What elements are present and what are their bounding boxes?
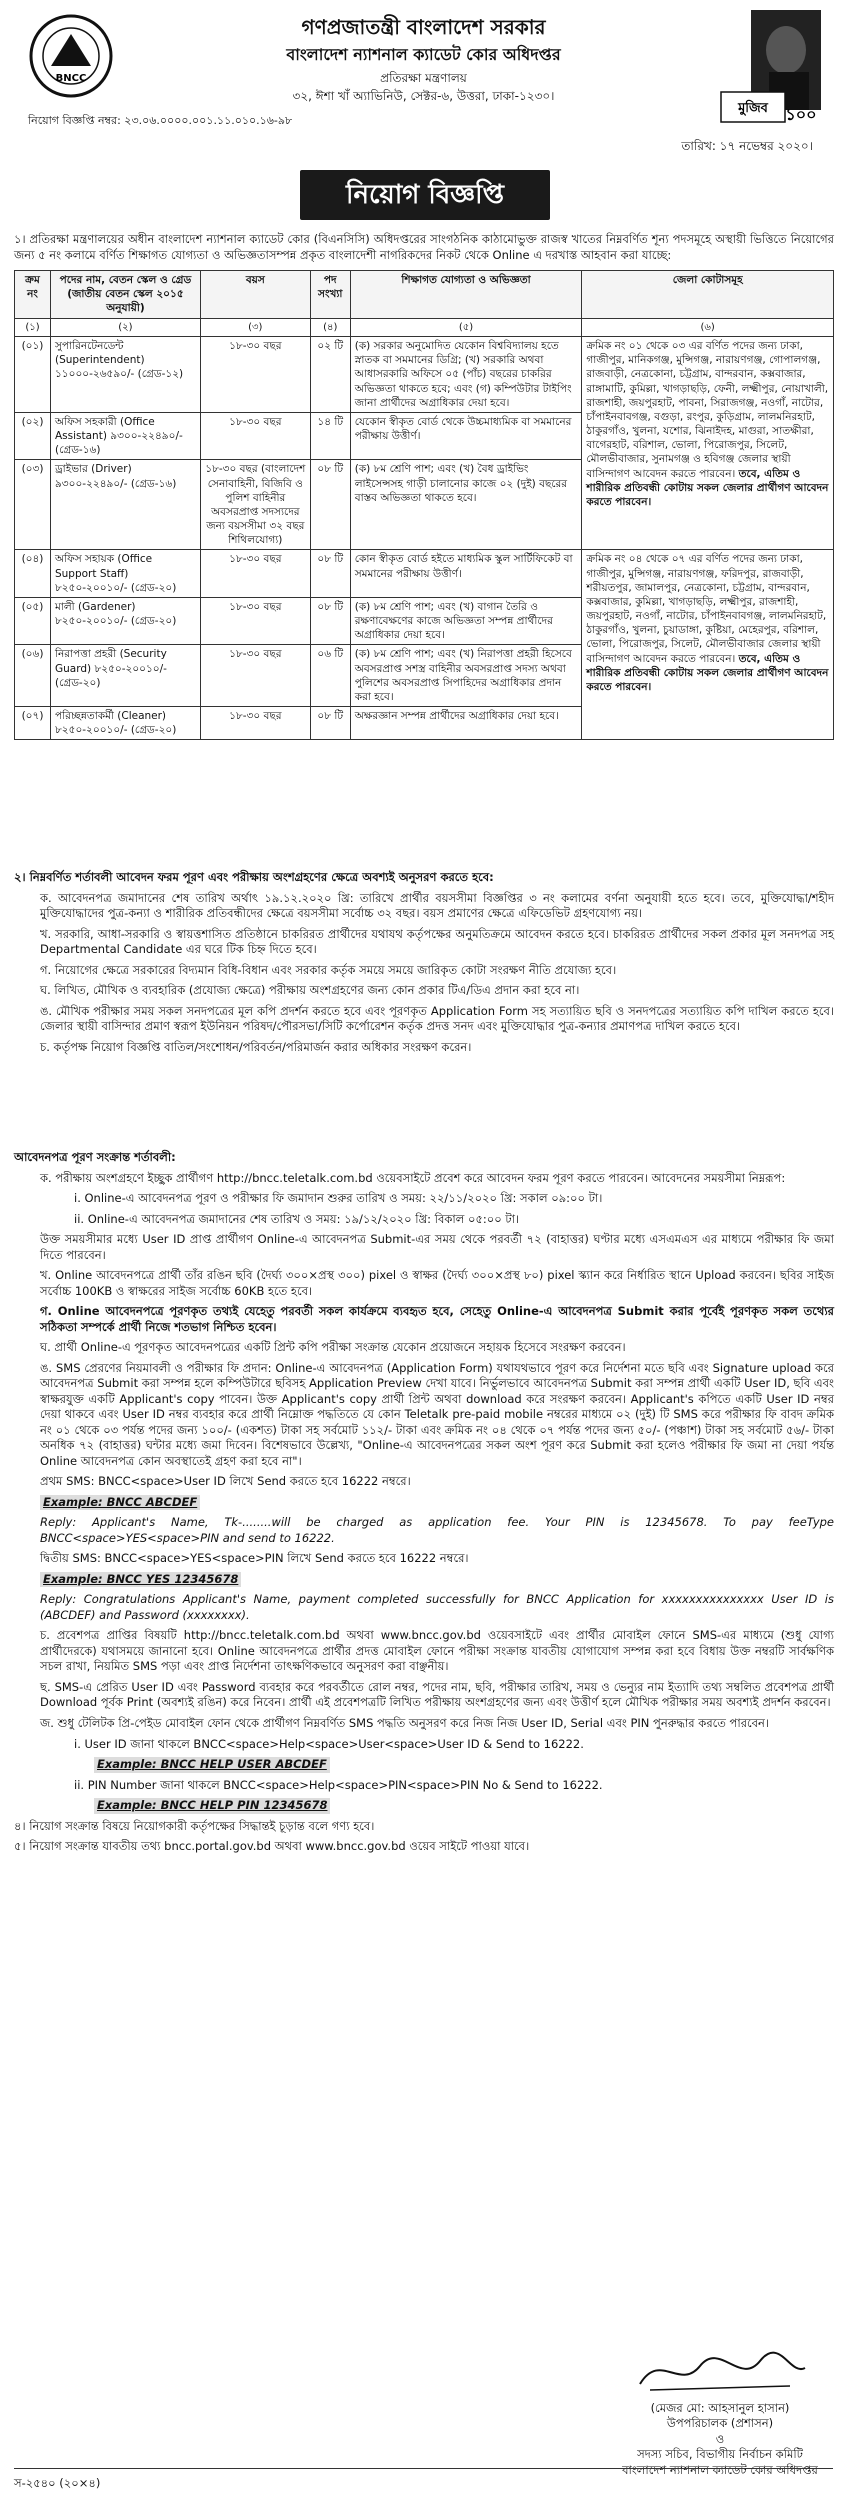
col-header: পদ সংখ্যা bbox=[310, 271, 350, 319]
signatory-org: বাংলাদেশ ন্যাশনাল ক্যাডেট কোর অধিদপ্তর bbox=[622, 2462, 818, 2477]
row-qualification: (ক) ৮ম শ্রেণি পাশ; এবং (খ) বৈধ ড্রাইভিং লাইসেন্সসহ গাড়ী চালানোর কাজে ০২ (দুই) বছরের বাস্তব অভিজ্ঞতা থাকতে হবে। bbox=[350, 460, 582, 550]
quota-cell-b bbox=[582, 550, 834, 740]
org-title: বাংলাদেশ ন্যাশনাল ক্যাডেট কোর অধিদপ্তর bbox=[286, 45, 561, 64]
row-qualification: অক্ষরজ্ঞান সম্পন্ন প্রার্থীদের অগ্রাধিকার দেয়া হবে। bbox=[350, 707, 582, 740]
signature-icon bbox=[620, 2346, 820, 2396]
apply-note: উক্ত সময়সীমার মধ্যে User ID প্রাপ্ত প্রার্থীগণ Online-এ আবেদনপত্র Submit-এর সময় থেকে পরবর্তী ৭২ (বাহাত্তর) ঘণ্টার মধ্যে এসএমএস এর মাধ্যমে পরীক্ষার ফি জমা দিতে পারবেন। bbox=[40, 1232, 834, 1262]
posts-table bbox=[14, 270, 834, 740]
application-section bbox=[14, 1150, 834, 1860]
intro-paragraph: ১। প্রতিরক্ষা মন্ত্রণালয়ের অধীন বাংলাদেশ ন্যাশনাল ক্যাডেট কোর (বিএনসিসি) অধিদপ্তরের সাংগঠনিক কাঠামোভুক্ত রাজস্ব খাতের নিম্নবর্ণিত শূন্য পদসমূহে অস্থায়ী ভিত্তিতে নিয়োগের জন্য ৫ নং কলামে বর্ণিত শিক্ষাগত যোগ্যতা ও অভিজ্ঞতাসম্পন্ন প্রকৃত বাংলাদেশী নাগরিকদের নিকট থেকে Online এ দরখাস্ত আহবান করা যাচ্ছে: bbox=[14, 232, 834, 262]
condition-item: ক. আবেদনপত্র জমাদানের শেষ তারিখ অর্থাৎ ১৯.১২.২০২০ খ্রি: তারিখে প্রার্থীর বয়সসীমা বিজ্ঞপ্তির ৩ নং কলামের বর্ণনা অনুযায়ী হতে হবে। তবে, মুক্তিযোদ্ধা/শহীদ মুক্তিযোদ্ধাদের পুত্র-কন্যা ও শারীরিক প্রতিবন্ধীদের ক্ষেত্রে বয়সসীমা সর্বোচ্চ ৩২ বছর। বয়স প্রমাণের ক্ষেত্রে এফিডেভিট গ্রহণযোগ্য নয়। bbox=[40, 890, 834, 921]
row-serial: (০৭) bbox=[15, 707, 51, 740]
point-five: ৫। নিয়োগ সংক্রান্ত যাবতীয় তথ্য bncc.portal.gov.bd অথবা www.bncc.gov.bd ওয়েব সাইটে পাওয়া যাবে। bbox=[14, 1839, 530, 1854]
row-qualification: (ক) ৮ম শ্রেণি পাশ; এবং (খ) নিরাপত্তা প্রহরী হিসেবে অবসরপ্রাপ্ত সশস্ত্র বাহিনীর অবসরপ্রাপ্ত সদস্য অথবা পুলিশের অবসরপ্রাপ্ত সিপাহিদের অগ্রাধিকার প্রদান করা হবে। bbox=[350, 645, 582, 707]
row-age: ১৮-৩০ বছর (বাংলাদেশ সেনাবাহিনী, বিজিবি ও পুলিশ বাহিনীর অবসরপ্রাপ্ত সদস্যদের জন্য বয়সসীমা ৩২ বছর শিথিলযোগ্য) bbox=[200, 460, 310, 550]
apply-item: জ. শুধু টেলিটক প্রি-পেইড মোবাইল ফোন থেকে প্রার্থীগণ নিম্নবর্ণিত SMS পদ্ধতি অনুসরণ করে নিজ নিজ User ID, Serial এবং PIN পুনরুদ্ধার করতে পারবেন। bbox=[40, 1715, 770, 1730]
table-header-row bbox=[15, 271, 834, 319]
sms-first-reply: Reply: Applicant's Name, Tk-........will be charged as application fee. Your PIN is 12345678. To pay feeType BNCC<space>YES<space>PIN and send to 16222. bbox=[40, 1515, 834, 1545]
recover-example: Example: BNCC HELP PIN 12345678 bbox=[94, 1798, 330, 1814]
apply-item: ঙ. SMS প্রেরণের নিয়মাবলী ও পরীক্ষার ফি প্রদান: Online-এ আবেদনপত্র (Application Form) যথাযথভাবে পূরণ করে নির্দেশনা মতে ছবি এবং Signature upload করে আবেদনপত্র Submit করা সম্পন্ন হলে কম্পিউটারে ছবিসহ Application Preview দেখা যাবে। নির্ভুলভাবে আবেদনপত্র Submit করা সম্পন্ন প্রার্থী একটি User ID, ছবি এবং স্বাক্ষরযুক্ত একটি Applicant's copy পাবেন। উক্ত Applicant's copy প্রার্থী প্রিন্ট অথবা download করে সংরক্ষণ করবেন। Applicant's কপিতে একটি User ID নম্বর দেয়া থাকবে এবং User ID নম্বর ব্যবহার করে প্রার্থী নিম্নোক্ত পদ্ধতিতে যে কোন Teletalk pre-paid mobile নম্বরের মাধ্যমে ০২ (দুই) টি SMS করে পরীক্ষার ফি বাবদ ক্রমিক নং ০১ থেকে ০৩ পর্যন্ত পদের জন্য ১০০/- (একশত) টাকা সহ সর্বমোট ১১২/- টাকা এবং ক্রমিক নং ০৪ থেকে ০৭ পর্যন্ত পদের জন্য ৫০/- (পঞ্চাশ) টাকা সহ সর্বমোট ৫৬/- টাকা অনধিক ৭২ (বাহাত্তর) ঘন্টার মধ্যে জমা দিবেন। বিশেষভাবে উল্লেখ্য, "Online-এ আবেদনপত্রের সকল অংশ পূরণ করে Submit করা হলেও পরীক্ষার ফি জমা না দেয়া পর্যন্ত Online আবেদনপত্র কোন অবস্থাতেই গ্রহণ করা হবে না"। bbox=[40, 1360, 834, 1468]
col-header: বয়স bbox=[200, 271, 310, 319]
row-age: ১৮-৩০ বছর bbox=[200, 337, 310, 413]
point-four: ৪। নিয়োগ সংক্রান্ত বিষয়ে নিয়োগকারী কর্তৃপক্ষের সিদ্ধান্তই চূড়ান্ত বলে গণ্য হবে। bbox=[14, 1818, 375, 1833]
row-post: সুপারিনটেনডেন্ট (Superintendent) ১১০০০-২৬৫৯০/- (গ্রেড-১২) bbox=[50, 337, 200, 413]
quota-note: তবে, এতিম ও শারীরিক প্রতিবন্ধী কোটায় সকল জেলার প্রার্থীগণ আবেদন করতে পারবেন। bbox=[586, 652, 829, 693]
col-number: (১) bbox=[15, 318, 51, 337]
col-number: (৪) bbox=[310, 318, 350, 337]
row-qty: ০৮ টি bbox=[310, 597, 350, 645]
row-post: অফিস সহকারী (Office Assistant) ৯৩০০-২২৪৯০/- (গ্রেড-১৬) bbox=[50, 412, 200, 460]
apply-subitem: i. Online-এ আবেদনপত্র পূরণ ও পরীক্ষার ফি জমাদান শুরুর তারিখ ও সময়: ২২/১১/২০২০ খ্রি: সকাল ০৯:০০ টা। bbox=[74, 1191, 603, 1206]
row-serial: (০৩) bbox=[15, 460, 51, 550]
row-serial: (০১) bbox=[15, 337, 51, 413]
apply-item: খ. Online আবেদনপত্রে প্রার্থী তাঁর রঙিন ছবি (দৈর্ঘ্য ৩০০×প্রস্থ ৩০০) pixel ও স্বাক্ষর (দৈর্ঘ্য ৩০০×প্রস্থ ৮০) pixel স্ক্যান করে নির্ধারিত স্থানে Upload করবেন। ছবির সাইজ সর্বোচ্চ 100KB ও স্বাক্ষরের সাইজ সর্বোচ্চ 60KB হতে হবে। bbox=[40, 1268, 834, 1298]
col-header: ক্রম নং bbox=[15, 271, 51, 319]
column-number-row bbox=[15, 318, 834, 337]
col-number: (২) bbox=[50, 318, 200, 337]
condition-item: ঘ. লিখিত, মৌখিক ও ব্যবহারিক (প্রযোজ্য ক্ষেত্রে) পরীক্ষায় অংশগ্রহণের জন্য কোন প্রকার টিএ/ডিএ প্রদান করা হবে না। bbox=[40, 983, 580, 998]
row-qualification: (ক) সরকার অনুমোদিত যেকোন বিশ্ববিদ্যালয় হতে স্নাতক বা সমমানের ডিগ্রি; (খ) সরকারি অথবা আধাসরকারি অফিসে ০৫ (পাঁচ) বছরের চাকরির অভিজ্ঞতা থাকতে হবে; এবং (গ) কম্পিউটার টাইপিং জানা প্রার্থীদের অগ্রাধিকার দেয়া হবে। bbox=[350, 337, 582, 413]
portrait-badge-icon bbox=[691, 10, 821, 140]
row-qty: ১৪ টি bbox=[310, 412, 350, 460]
row-qty: ০৮ টি bbox=[310, 550, 350, 598]
condition-item: গ. নিয়োগের ক্ষেত্রে সরকারের বিদ্যমান বিধি-বিধান এবং সরকার কর্তৃক সময়ে সময়ে জারিকৃত কোটা সংরক্ষণ নীতি প্রযোজ্য হবে। bbox=[40, 962, 617, 977]
notice-date: তারিখ: ১৭ নভেম্বর ২০২০। bbox=[681, 139, 813, 153]
address: ৩২, ঈশা খাঁ অ্যাভিনিউ, সেক্টর-৬, উত্তরা, ঢাকা-১২৩০। bbox=[292, 89, 555, 103]
condition-item: খ. সরকারি, আধা-সরকারি ও স্বায়ত্তশাসিত প্রতিষ্ঠানে চাকরিরত প্রার্থীদের যথাযথ কর্তৃপক্ষের অনুমতিক্রমে আবেদন করতে হবে। চাকরিরত প্রার্থীদের সকল প্রকার মূল সনদপত্র সহ Departmental Candidate এর ঘরে টিক চিহ্ন দিতে হবে। bbox=[40, 926, 834, 957]
svg-text:মুজিব: মুজিব bbox=[738, 101, 768, 116]
sms-first-example: Example: BNCC ABCDEF bbox=[40, 1495, 200, 1511]
col-header: জেলা কোটাসমূহ bbox=[582, 271, 834, 319]
row-qualification: কোন স্বীকৃত বোর্ড হইতে মাধ্যমিক স্কুল সার্টিফিকেট বা সমমানের পরীক্ষায় উত্তীর্ণ। bbox=[350, 550, 582, 598]
recover-example: Example: BNCC HELP USER ABCDEF bbox=[94, 1757, 330, 1773]
apply-item: ঘ. প্রার্থী Online-এ পূরণকৃত আবেদনপত্রের একটি প্রিন্ট কপি পরীক্ষা সংক্রান্ত যেকোন প্রয়োজনে সহায়ক হিসেবে সংরক্ষণ করবেন। bbox=[40, 1340, 626, 1355]
header bbox=[14, 6, 833, 166]
divider bbox=[14, 2468, 833, 2469]
apply-item: চ. প্রবেশপত্র প্রাপ্তির বিষয়টি http://bncc.teletalk.com.bd অথবা www.bncc.gov.bd ওয়েবসাইটে এবং প্রার্থীর মোবাইল ফোনে SMS-এর মাধ্যমে (শুধু যোগ্য প্রার্থীদেরকে) যথাসময়ে জানানো হবে। Online আবেদনপত্রে প্রার্থীর প্রদত্ত মোবাইল ফোনে পরীক্ষা সংক্রান্ত যাবতীয় যোগাযোগ সম্পন্ন করা হবে বিধায় উক্ত নম্বরটি সার্বক্ষণিক সচল রাখা, নিয়মিত SMS পড়া এবং প্রাপ্ত নির্দেশনা তাৎক্ষণিকভাবে অনুসরণ করা বাঞ্ছনীয়। bbox=[40, 1628, 834, 1674]
condition-item: চ. কর্তৃপক্ষ নিয়োগ বিজ্ঞপ্তি বাতিল/সংশোধন/পরিবর্তন/পরিমার্জন করার অধিকার সংরক্ষণ করেন। bbox=[40, 1039, 472, 1054]
ministry: প্রতিরক্ষা মন্ত্রণালয় bbox=[380, 71, 467, 85]
signatory-name: (মেজর মো: আহসানুল হাসান) bbox=[650, 2400, 790, 2415]
row-post: মালী (Gardener) ৮২৫০-২০০১০/- (গ্রেড-২০) bbox=[50, 597, 200, 645]
sms-first-label: প্রথম SMS: BNCC<space>User ID লিখে Send করতে হবে 16222 নম্বরে। bbox=[40, 1474, 411, 1489]
conditions-section bbox=[14, 870, 834, 1060]
col-header: শিক্ষাগত যোগ্যতা ও অভিজ্ঞতা bbox=[350, 271, 582, 319]
signatory-title: সদস্য সচিব, বিভাগীয় নির্বাচন কমিটি bbox=[637, 2447, 803, 2462]
conditions-title: ২। নিম্নবর্ণিত শর্তাবলী আবেদন ফরম পূরণ এবং পরীক্ষায় অংশগ্রহণের ক্ষেত্রে অবশ্যই অনুসরণ করতে হবে: bbox=[14, 870, 494, 884]
row-qty: ০৬ টি bbox=[310, 645, 350, 707]
condition-item: ঙ. মৌখিক পরীক্ষার সময় সকল সনদপত্রের মূল কপি প্রদর্শন করতে হবে এবং পূরণকৃত Application Form সহ সত্যায়িত ছবি ও সনদপত্রের সত্যায়িত কপি দাখিল করতে হবে। জেলার স্থায়ী বাসিন্দার প্রমাণ স্বরূপ ইউনিয়ন পরিষদ/পৌরসভা/সিটি কর্পোরেশন কর্তৃক প্রদত্ত সনদ এবং মুক্তিযোদ্ধার পুত্র-কন্যার প্রমাণপত্র দাখিল করতে হবে। bbox=[40, 1003, 834, 1034]
table-row bbox=[15, 550, 834, 598]
notice-banner: নিয়োগ বিজ্ঞপ্তি bbox=[300, 170, 550, 220]
sms-second-example: Example: BNCC YES 12345678 bbox=[40, 1572, 241, 1588]
row-post: নিরাপত্তা প্রহরী (Security Guard) ৮২৫০-২০০১০/- (গ্রেড-২০) bbox=[50, 645, 200, 707]
row-age: ১৮-৩০ বছর bbox=[200, 597, 310, 645]
row-post: ড্রাইভার (Driver) ৯৩০০-২২৪৯০/- (গ্রেড-১৬) bbox=[50, 460, 200, 550]
signatory-title: উপপরিচালক (প্রশাসন) bbox=[666, 2416, 774, 2431]
recover-item: ii. PIN Number জানা থাকলে BNCC<space>Help<space>PIN<space>PIN No & Send to 16222. bbox=[74, 1777, 603, 1792]
col-number: (৬) bbox=[582, 318, 834, 337]
apply-subitem: ii. Online-এ আবেদনপত্র জমাদানের শেষ তারিখ ও সময়: ১৯/১২/২০২০ খ্রি: বিকাল ০৫:০০ টা। bbox=[74, 1211, 520, 1226]
row-qty: ০৮ টি bbox=[310, 707, 350, 740]
row-qualification: যেকোন স্বীকৃত বোর্ড থেকে উচ্চমাধ্যমিক বা সমমানের পরীক্ষায় উত্তীর্ণ। bbox=[350, 412, 582, 460]
row-age: ১৮-৩০ বছর bbox=[200, 645, 310, 707]
signature-block bbox=[620, 2346, 820, 2478]
row-qty: ০২ টি bbox=[310, 337, 350, 413]
svg-text:BNCC: BNCC bbox=[55, 73, 87, 84]
apply-item: ছ. SMS-এ প্রেরিত User ID এবং Password ব্যবহার করে পরবর্তীতে রোল নম্বর, পদের নাম, ছবি, পরীক্ষার তারিখ, সময় ও ভেন্যুর নাম ইত্যাদি তথ্য সম্বলিত প্রবেশপত্র প্রার্থী Download পূর্বক Print (অবশ্যই রঙিন) করে নিবেন। প্রার্থী এই প্রবেশপত্রটি লিখিত পরীক্ষায় অংশগ্রহণের জন্য এবং উত্তীর্ণ হলে মৌখিক পরীক্ষার সময় অবশ্যই প্রদর্শন করবেন। bbox=[40, 1679, 834, 1710]
quota-note: তবে, এতিম ও শারীরিক প্রতিবন্ধী কোটায় সকল জেলার প্রার্থীগণ আবেদন করতে পারবেন। bbox=[586, 467, 829, 508]
memo-number: নিয়োগ বিজ্ঞপ্তি নম্বর: ২৩.০৬.০০০০.০০১.১১.০১০.১৬-৯৮ bbox=[28, 114, 293, 127]
table-row bbox=[15, 337, 834, 413]
apply-item: ক. পরীক্ষায় অংশগ্রহণে ইচ্ছুক প্রার্থীগণ http://bncc.teletalk.com.bd ওয়েবসাইটে প্রবেশ করে আবেদন ফরম পূরণ করতে পারবেন। আবেদনের সময়সীমা নিম্নরূপ: bbox=[40, 1170, 786, 1185]
row-serial: (০৪) bbox=[15, 550, 51, 598]
row-age: ১৮-৩০ বছর bbox=[200, 707, 310, 740]
row-age: ১৮-৩০ বছর bbox=[200, 412, 310, 460]
row-qualification: (ক) ৮ম শ্রেণি পাশ; এবং (খ) বাগান তৈরি ও রক্ষণাবেক্ষণের কাজে অভিজ্ঞতা সম্পন্ন প্রার্থীদের অগ্রাধিকার দেয়া হবে। bbox=[350, 597, 582, 645]
row-post: পরিচ্ছন্নতাকর্মী (Cleaner) ৮২৫০-২০০১০/- (গ্রেড-২০) bbox=[50, 707, 200, 740]
recover-item: i. User ID জানা থাকলে BNCC<space>Help<space>User<space>User ID & Send to 16222. bbox=[74, 1736, 584, 1751]
apply-item: গ. Online আবেদনপত্রে পূরণকৃত তথ্যই যেহেতু পরবর্তী সকল কার্যক্রমে ব্যবহৃত হবে, সেহেতু Online-এ আবেদনপত্র Submit করার পূর্বেই পূরণকৃত সকল তথ্যের সঠিকতা সম্পর্কে প্রার্থী নিজে শতভাগ নিশ্চিত হবেন। bbox=[40, 1304, 834, 1334]
quota-text: ক্রমিক নং ০৪ থেকে ০৭ এর বর্ণিত পদের জন্য ঢাকা, গাজীপুর, মুন্সিগঞ্জ, নারায়ণগঞ্জ, ফরিদপুর, রাজবাড়ী, শরীয়তপুর, জামালপুর, নেত্রকোনা, চট্টগ্রাম, বান্দরবান, কক্সবাজার, কুমিল্লা, খাগড়াছড়ি, লক্ষ্মীপুর, রাজশাহী, জয়পুরহাট, নওগাঁ, নাটোর, চাঁপাইনবাবগঞ্জ, লালমনিরহাট, ঠাকুরগাঁও, খুলনা, চুয়াডাঙ্গা, কুষ্টিয়া, মেহেরপুর, বরিশাল, ভোলা, পিরোজপুর, সিলেট, মৌলভীবাজার জেলার স্থায়ী বাসিন্দাগণ আবেদন করতে পারবেন। bbox=[586, 553, 827, 665]
row-serial: (০৬) bbox=[15, 645, 51, 707]
apply-title: আবেদনপত্র পূরণ সংক্রান্ত শর্তাবলী: bbox=[14, 1150, 176, 1164]
row-serial: (০২) bbox=[15, 412, 51, 460]
row-age: ১৮-৩০ বছর bbox=[200, 550, 310, 598]
footer-code: স-২৫৪০ (২০×৪) bbox=[14, 2476, 101, 2490]
col-number: (৫) bbox=[350, 318, 582, 337]
gov-title: গণপ্রজাতন্ত্রী বাংলাদেশ সরকার bbox=[301, 15, 546, 39]
row-qty: ০৮ টি bbox=[310, 460, 350, 550]
col-header: পদের নাম, বেতন স্কেল ও গ্রেড (জাতীয় বেতন স্কেল ২০১৫ অনুযায়ী) bbox=[50, 271, 200, 319]
row-post: অফিস সহায়ক (Office Support Staff) ৮২৫০-২০০১০/- (গ্রেড-২০) bbox=[50, 550, 200, 598]
signatory-conj: ও bbox=[715, 2431, 725, 2446]
row-serial: (০৫) bbox=[15, 597, 51, 645]
quota-text: ক্রমিক নং ০১ থেকে ০৩ এর বর্ণিত পদের জন্য ঢাকা, গাজীপুর, মানিকগঞ্জ, মুন্সিগঞ্জ, নারায়ণগঞ্জ, গোপালগঞ্জ, রাজবাড়ী, নেত্রকোনা, চট্টগ্রাম, বান্দরবান, কক্সবাজার, রাঙ্গামাটি, কুমিল্লা, খাগড়াছড়ি, ফেনী, লক্ষ্মীপুর, নোয়াখালী, রাজশাহী, জয়পুরহাট, পাবনা, সিরাজগঞ্জ, নওগাঁ, নাটোর, চাঁপাইনবাবগঞ্জ, বগুড়া, রংপুর, কুড়িগ্রাম, লালমনিরহাট, ঠাকুরগাঁও, খুলনা, যশোর, ঝিনাইদহ, মাগুরা, সাতক্ষীরা, বাগেরহাট, বরিশাল, ভোলা, পিরোজপুর, সিলেট, মৌলভীবাজার, সুনামগঞ্জ ও হবিগঞ্জ জেলার স্থায়ী বাসিন্দাগণ আবেদন করতে পারবেন। bbox=[586, 340, 829, 480]
svg-text:১০০: ১০০ bbox=[785, 105, 817, 124]
col-number: (৩) bbox=[200, 318, 310, 337]
sms-second-reply: Reply: Congratulations Applicant's Name, payment completed successfully for BNCC Application for xxxxxxxxxxxxxxx User ID is (ABCDEF) and Password (xxxxxxxx). bbox=[40, 1592, 834, 1622]
quota-cell-a bbox=[582, 337, 834, 550]
sms-second-label: দ্বিতীয় SMS: BNCC<space>YES<space>PIN লিখে Send করতে হবে 16222 নম্বরে। bbox=[40, 1551, 469, 1566]
